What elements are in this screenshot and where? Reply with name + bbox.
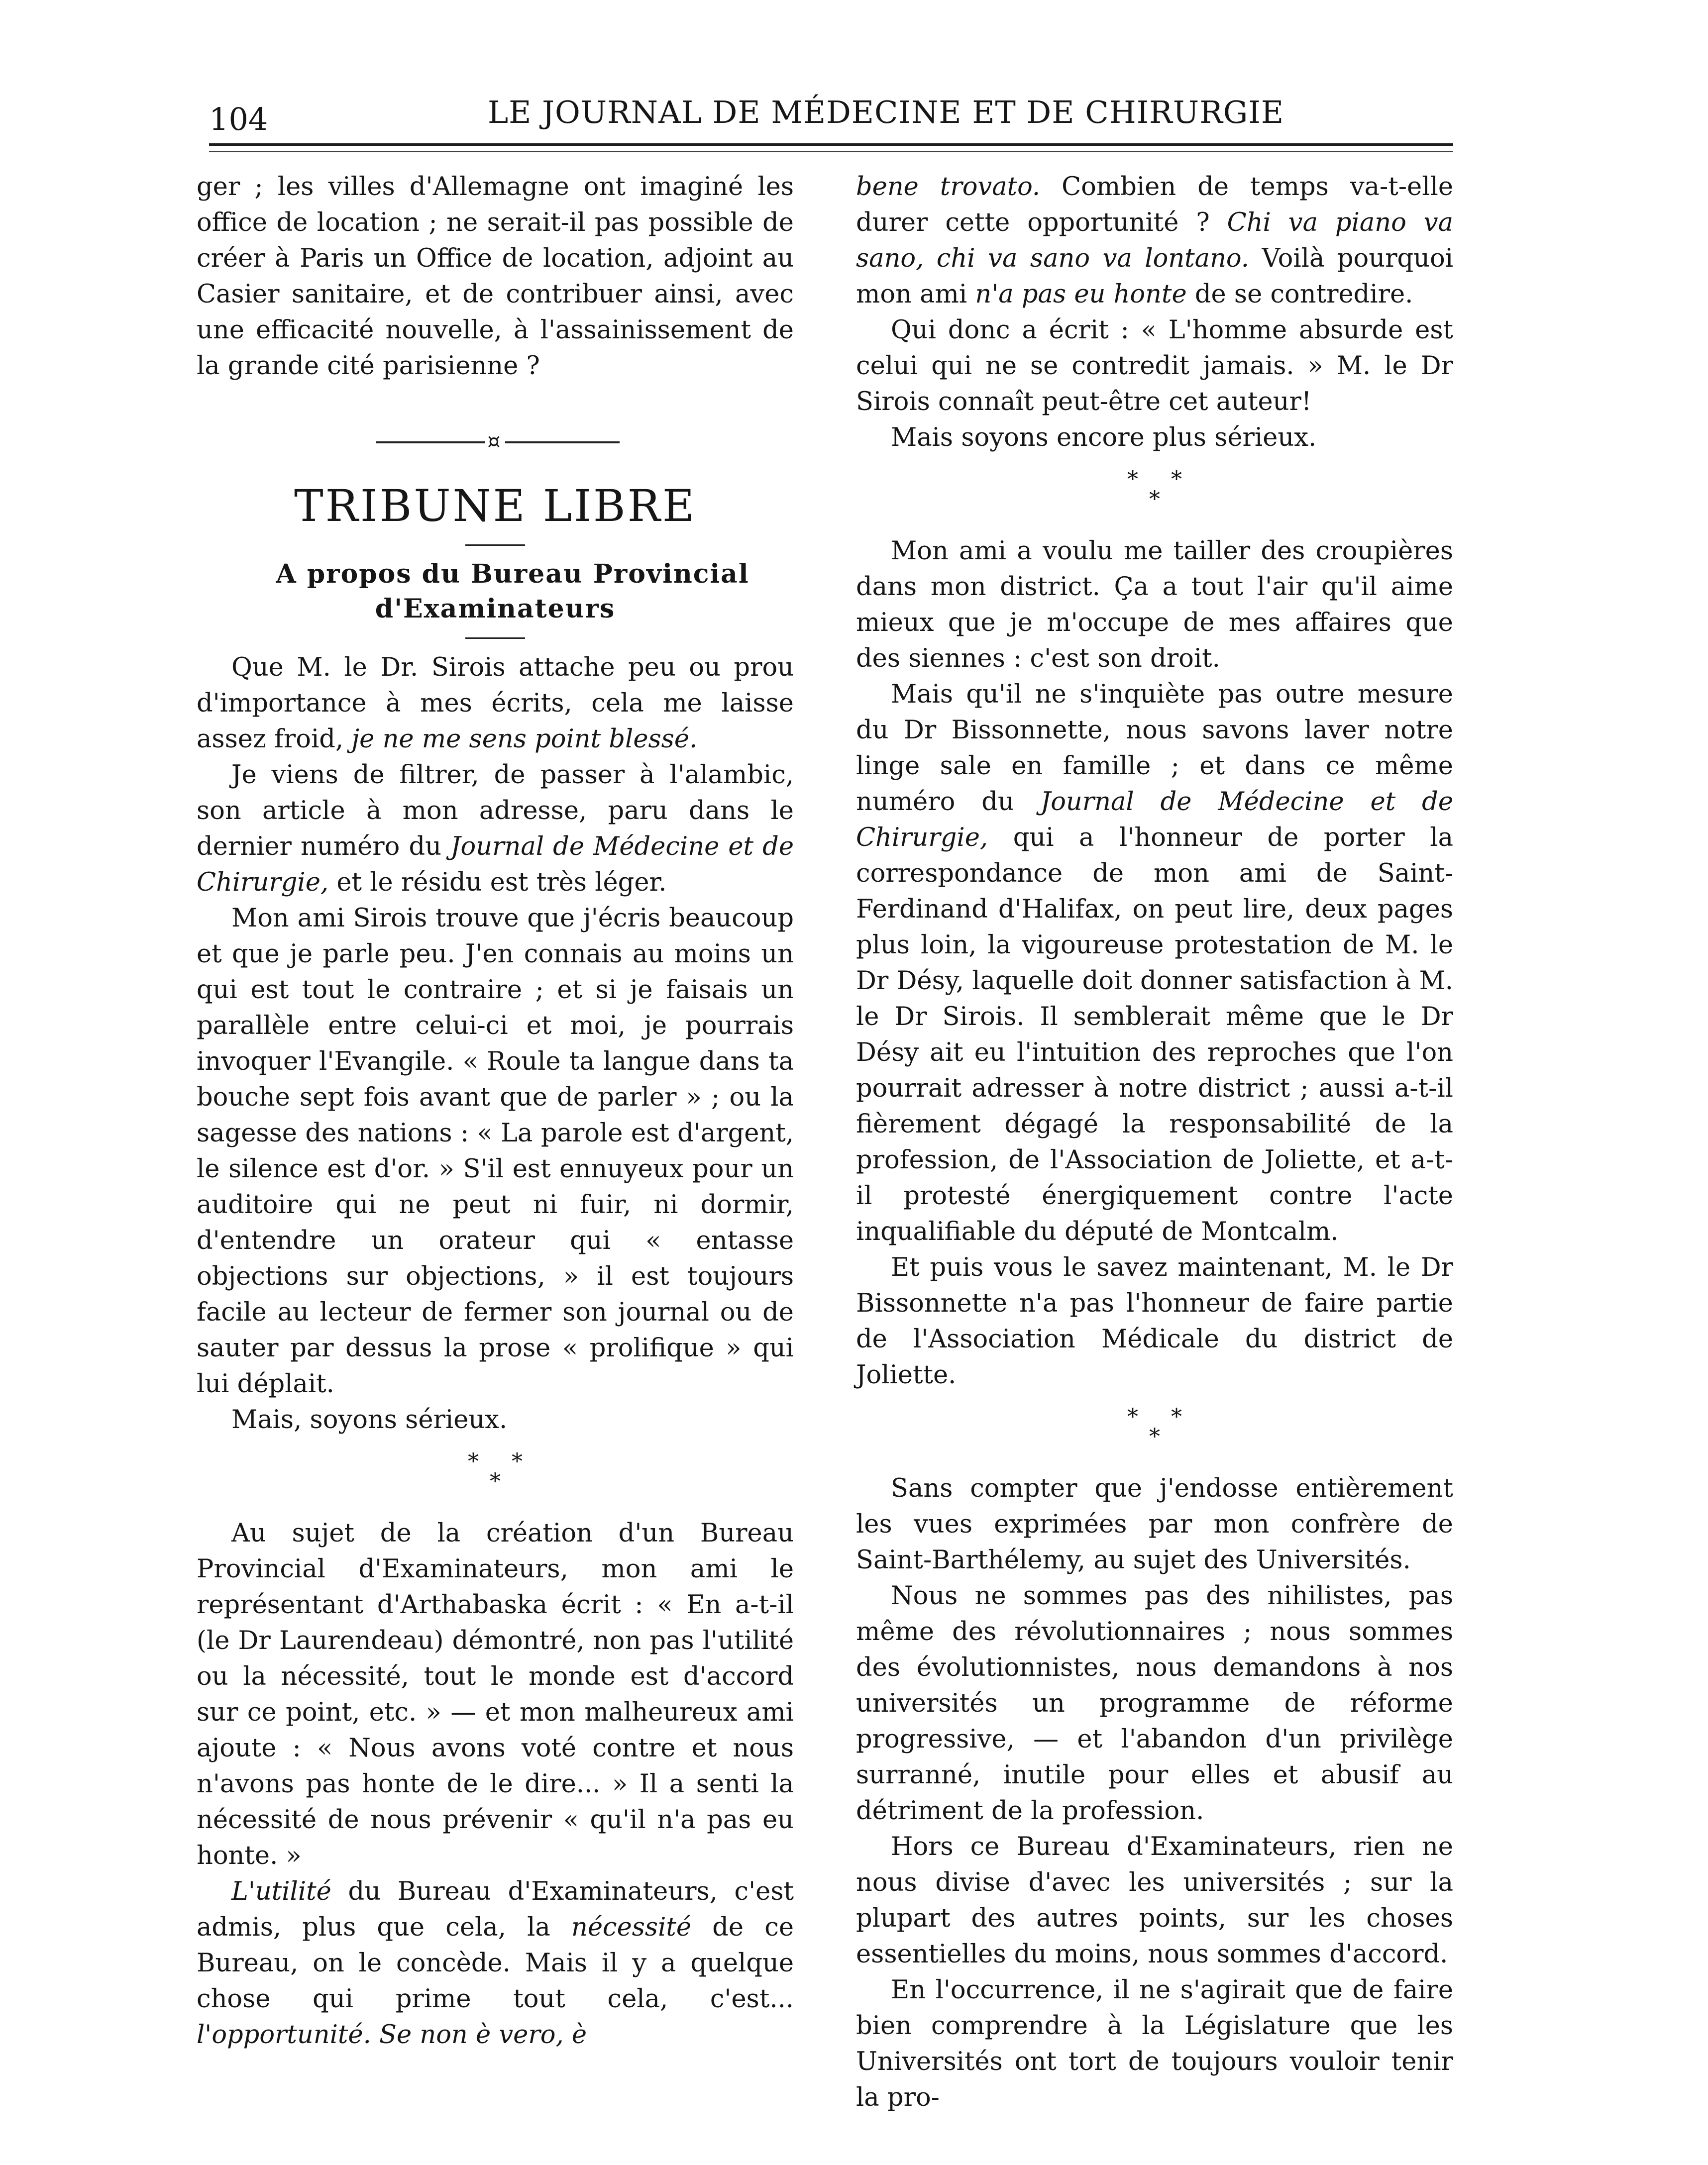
divider-bar-right [505,441,620,443]
asterism-divider [197,1449,794,1494]
right-paragraph-1-text-3: de se contredire. [1186,280,1413,309]
asterism-top: * * [468,1449,535,1474]
journal-reference: Journal de Médecine et de Chirurgie, [856,787,1454,852]
right-paragraph-5 [856,677,1453,1250]
section-divider [197,426,794,456]
article-paragraph-6 [197,1874,794,2053]
right-paragraph-7: Sans compter que j'endosse entièrement les vues exprimées par mon confrère de Saint-Barthélemy, au sujet des Universités. [856,1474,1453,1575]
subtitle-line-2: d'Examinateurs [375,594,616,624]
italic-proverb: Chi va piano va sano, chi va sano va lontano. [856,208,1453,273]
right-paragraph-8: Nous ne sommes pas des nihilistes, pas même des révolutionnaires ; nous sommes des évolutionnistes, nous demandons à nos universités un programme de réforme progressive, — et l'abandon d'un privilège surranné, inutile pour elles et abusif au détriment de la profession. [856,1581,1453,1826]
divider-bar-left [376,441,485,443]
right-column [856,169,1453,2116]
right-paragraph-3: Mais soyons encore plus sérieux. [891,423,1317,452]
right-paragraph-2: Qui donc a écrit : « L'homme absurde est celui qui ne se contredit jamais. » M. le Dr Sirois connaît peut-être cet auteur! [856,315,1453,416]
right-paragraph-9: Hors ce Bureau d'Examinateurs, rien ne nous divise d'avec les universités ; sur la plupart des autres points, sur les choses essentielles du moins, nous sommes d'accord. [856,1832,1453,1969]
title-rule [465,544,525,546]
page-number: 104 [209,101,268,137]
asterism-bottom: * [490,1469,501,1494]
running-header [209,94,1453,139]
paragraph-1-text: Que M. le Dr. Sirois attache peu ou prou d'importance à mes écrits, cela me laisse assez froid, [197,653,794,754]
divider-ornament-icon: ¤ [487,429,501,453]
right-paragraph-1 [856,169,1453,312]
paragraph-1-italic: je ne me sens point blessé. [351,724,698,754]
article-paragraph-2 [197,757,794,901]
right-paragraph-1-text-2: Voilà pourquoi mon ami [856,244,1453,309]
article-paragraph-3: Mon ami Sirois trouve que j'écris beaucoup et que je parle peu. J'en connais au moins un qui est tout le contraire ; et si je faisais un parallèle entre celui-ci et moi, je pourrais invoquer l'Evangile. « Roule ta langue dans ta bouche sept fois avant que de parler » ; ou la sagesse des nations : « La parole est d'argent, le silence est d'or. » S'il est ennuyeux pour un auditoire qui ne peut ni fuir, ni dormir, d'entendre un orateur qui « entasse objections sur objections, » il est toujours facile au lecteur de fermer son journal ou de sauter par dessus la prose « prolifique » qui lui déplait. [197,904,794,1399]
right-paragraph-1-text-1: Combien de temps va-t-elle durer cette opportunité ? [856,172,1453,237]
asterism-top: * * [1127,467,1195,492]
right-paragraph-6: Et puis vous le savez maintenant, M. le Dr Bissonnette n'a pas l'honneur de faire partie de l'Association Médicale du district de Joliette. [856,1253,1453,1390]
asterism-bottom: * [1149,487,1160,512]
article-paragraph-4: Mais, soyons sérieux. [231,1405,508,1435]
asterism-divider [856,467,1453,512]
italic-utilite: L'utilité [231,1877,331,1906]
italic-bene-trovato: bene trovato. [856,172,1041,202]
header-rule [209,143,1453,146]
paragraph-2-text-a: Je viens de filtrer, de passer à l'alambic, son article à mon adresse, paru dans le dernier numéro du [197,760,794,861]
article-paragraph-5: Au sujet de la création d'un Bureau Provincial d'Examinateurs, mon ami le représentant d'Arthabaska écrit : « En a-t-il (le Dr Laurendeau) démontré, non pas l'utilité ou la nécessité, tout le monde est d'accord sur ce point, etc. » — et mon malheureux ami ajoute : « Nous avons voté contre et nous n'avons pas honte de le dire... » Il a senti la nécessité de nous prévenir « qu'il n'a pas eu honte. » [197,1519,794,1870]
article-paragraph-1 [197,650,794,757]
subtitle-rule [465,637,525,639]
subtitle-line-1: A propos du Bureau Provincial [276,559,749,589]
journal-reference: Journal de Médecine et de Chirurgie, [197,832,794,897]
paragraph-6-text-1: du Bureau d'Examinateurs, c'est admis, plus que cela, la [197,1877,794,1942]
asterism-top: * * [1127,1404,1195,1430]
italic-se-non-e-vero: Se non è vero, è [379,2020,587,2050]
header-rule-thin [209,151,1453,152]
left-column [197,169,794,2053]
asterism-divider [856,1404,1453,1449]
right-paragraph-4: Mon ami a voulu me tailler des croupières dans mon district. Ça a tout l'air qu'il aime mieux que je m'occupe de mes affaires que des siennes : c'est son droit. [856,536,1453,673]
italic-pas-eu-honte: n'a pas eu honte [975,280,1187,309]
right-paragraph-5-text-b: qui a l'honneur de porter la correspondance de mon ami de Saint-Ferdinand d'Halifax, on peut lire, deux pages plus loin, la vigoureuse protestation de M. le Dr Désy, laquelle doit donner satisfaction à M. le Dr Sirois. Il semblerait même que le Dr Désy ait eu l'intuition des reproches que l'on pourrait adresser à notre district ; aussi a-t-il fièrement dégagé la responsabilité de la profession, de l'Association de Joliette, et a-t-il protesté énergiquement contre l'acte inqualifiable du député de Montcalm. [856,823,1453,1246]
journal-title: LE JOURNAL DE MÉDECINE ET DE CHIRURGIE [488,94,1284,130]
right-paragraph-10: En l'occurrence, il ne s'agirait que de faire bien comprendre à la Législature que les Universités ont tort de toujours vouloir tenir la pro- [856,1975,1453,2112]
article-subtitle [197,557,794,626]
paragraph-6-text-2: de ce Bureau, on le concède. Mais il y a quelque chose qui prime tout cela, c'est... [197,1913,794,2014]
right-paragraph-5-text-a: Mais qu'il ne s'inquiète pas outre mesure du Dr Bissonnette, nous savons laver notre linge sale en famille ; et dans ce même numéro du [856,680,1453,817]
section-title: TRIBUNE LIBRE [294,480,697,531]
italic-necessite: nécessité [571,1913,692,1942]
asterism-bottom: * [1149,1424,1160,1449]
paragraph-2-text-b: et le résidu est très léger. [328,868,667,897]
intro-paragraph: ger ; les villes d'Allemagne ont imaginé les office de location ; ne serait-il pas possible de créer à Paris un Office de location, adjoint au Casier sanitaire, et de contribuer ainsi, avec une efficacité nouvelle, à l'assainissement de la grande cité parisienne ? [197,172,794,381]
paragraph-6-text-3 [371,2020,379,2050]
italic-opportunite: l'opportunité. [197,2020,371,2050]
